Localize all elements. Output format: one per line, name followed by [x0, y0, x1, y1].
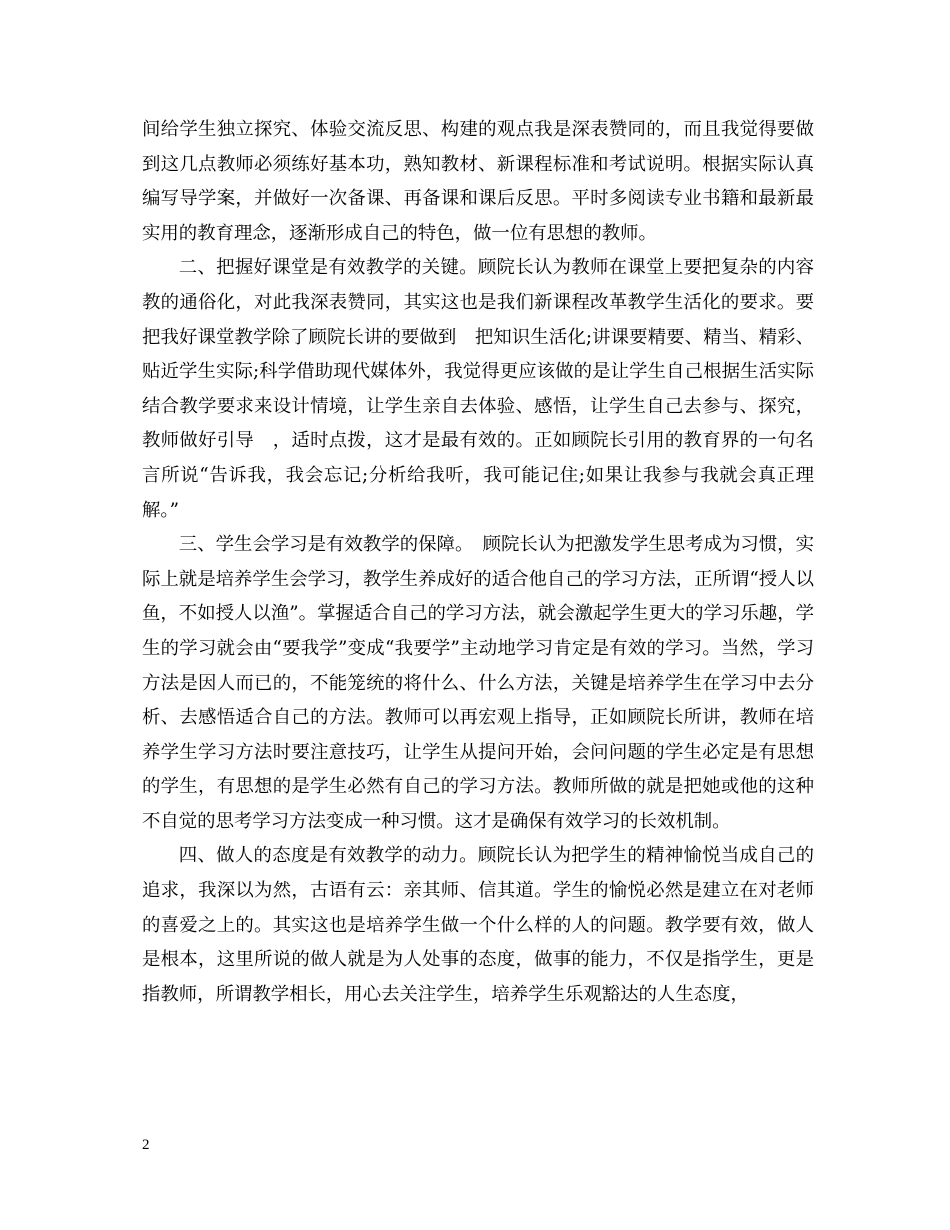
paragraph-section-four: 四、做人的态度是有效教学的动力。顾院长认为把学生的精神愉悦当成自己的追求，我深以为然，古语有云：亲其师、信其道。学生的愉悦必然是建立在对老师的喜爱之上的。其实这也是培养学生做一个什么样的人的问题。教学要有效，做人是根本，这里所说的做人就是为人处事的态度，做事的能力，不仅是指学生，更是指教师，所谓教学相长，用心去关注学生，培养学生乐观豁达的人生态度， [142, 845, 814, 1005]
paragraph-section-three: 三、学生会学习是有效教学的保障。 顾院长认为把激发学生思考成为习惯，实际上就是培养学生会学习，教学生养成好的适合他自己的学习方法，正所谓“授人以鱼，不如授人以渔”。掌握适合自己的学习方法，就会激起学生更大的学习乐趣，学生的学习就会由“要我学”变成“我要学”主动地学习肯定是有效的学习。当然，学习方法是因人而已的，不能笼统的将什么、什么方法，关键是培养学生在学习中去分析、去感悟适合自己的方法。教师可以再宏观上指导，正如顾院长所讲，教师在培养学生学习方法时要注意技巧，让学生从提问开始，会问问题的学生必定是有思想的学生，有思想的是学生必然有自己的学习方法。教师所做的就是把她或他的这种不自觉的思考学习方法变成一种习惯。这才是确保有效学习的长效机制。 [142, 534, 814, 832]
paragraph-section-two: 二、把握好课堂是有效教学的关键。顾院长认为教师在课堂上要把复杂的内容教的通俗化，对此我深表赞同，其实这也是我们新课程改革教学生活化的要求。要把我好课堂教学除了顾院长讲的要做到 把知识生活化;讲课要精要、精当、精彩、贴近学生实际;科学借助现代媒体外，我觉得更应该做的是让学生自己根据生活实际结合教学要求来设计情境，让学生亲自去体验、感悟，让学生自己去参与、探究，教师做好引导 ，适时点拨，这才是最有效的。正如顾院长引用的教育界的一句名言所说“告诉我，我会忘记;分析给我听，我可能记住;如果让我参与我就会真正理解。” [142, 257, 814, 521]
page-number: 2 [142, 1137, 150, 1153]
paragraph-continuation: 间给学生独立探究、体验交流反思、构建的观点我是深表赞同的，而且我觉得要做到这几点教师必须练好基本功，熟知教材、新课程标准和考试说明。根据实际认真编写导学案，并做好一次备课、再备课和课后反思。平时多阅读专业书籍和最新最实用的教育理念，逐渐形成自己的特色，做一位有思想的教师。 [142, 119, 814, 244]
document-body [142, 113, 814, 1012]
